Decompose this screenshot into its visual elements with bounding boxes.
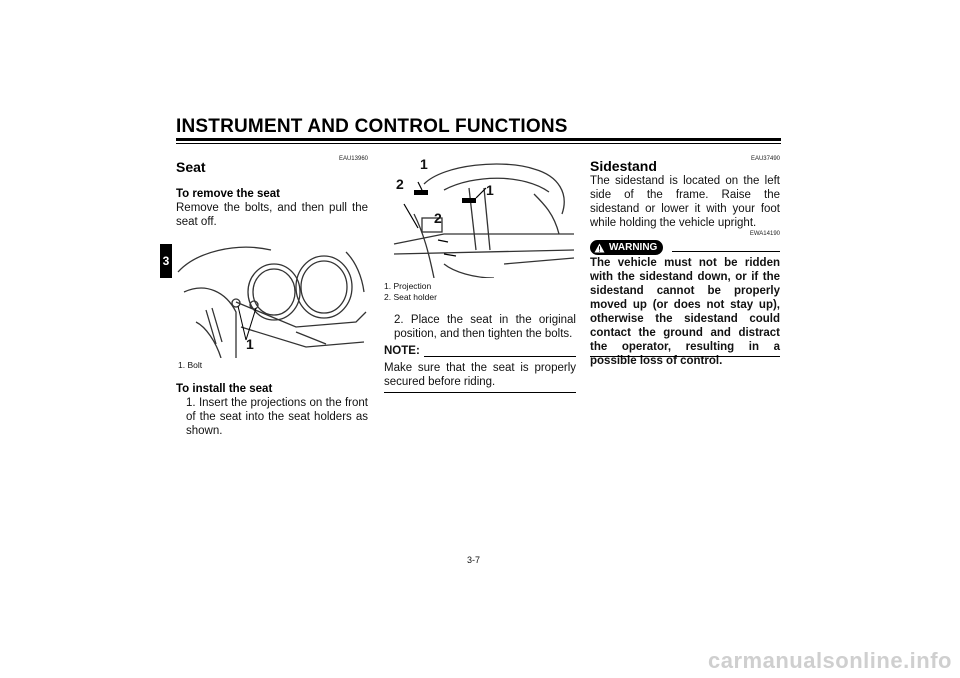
warning-rule-bottom xyxy=(590,356,780,357)
install-seat-heading: To install the seat xyxy=(176,383,273,395)
bolt-figure xyxy=(176,232,368,358)
install-step-2: 2. Place the seat in the original position, and then tighten the bolts. xyxy=(394,314,576,340)
seat-holder-caption: 2. Seat holder xyxy=(384,292,437,302)
seat-holder-illustration xyxy=(384,154,576,278)
projection-callout-left: 1 xyxy=(420,156,428,172)
page-header-title: INSTRUMENT AND CONTROL FUNCTIONS xyxy=(176,116,568,137)
sidestand-code: EAU37490 xyxy=(750,156,780,162)
seat-holder-callout-left: 2 xyxy=(396,176,404,192)
bolt-illustration xyxy=(176,232,368,358)
remove-seat-text: Remove the bolts, and then pull the seat off. xyxy=(176,202,368,228)
seat-code: EAU13960 xyxy=(338,156,368,162)
warning-rule-top xyxy=(672,251,780,252)
warning-code: EWA14190 xyxy=(749,231,780,237)
page-number: 3-7 xyxy=(467,555,481,565)
warning-text: The vehicle must not be ridden with the sidestand down, or if the sidestand cannot be properly moved up (or does not stay up), otherwise the sidestand could contact the ground and distract the operator, resulting in a possible loss of control. xyxy=(590,257,780,367)
note-rule-bottom xyxy=(384,392,576,393)
chapter-tab: 3 xyxy=(160,244,172,278)
warning-triangle-icon xyxy=(594,243,605,253)
warning-badge xyxy=(590,240,663,255)
projection-callout-right: 1 xyxy=(486,182,494,198)
header-rule xyxy=(176,138,781,141)
warning-label-text: WARNING xyxy=(609,242,658,253)
header-rule-thin xyxy=(176,143,781,144)
watermark: carmanualsonline.info xyxy=(708,648,952,673)
bolt-caption: 1. Bolt xyxy=(178,360,203,370)
bolt-callout: 1 xyxy=(246,336,254,352)
projection-caption: 1. Projection xyxy=(384,281,432,291)
note-text: Make sure that the seat is properly secured before riding. xyxy=(384,362,576,388)
note-rule-top xyxy=(424,356,576,357)
seat-title: Seat xyxy=(176,159,206,175)
seat-holder-callout-right: 2 xyxy=(434,210,442,226)
install-step-1: 1. Insert the projections on the front of the seat into the seat holders as shown. xyxy=(186,397,368,437)
sidestand-title: Sidestand xyxy=(590,158,657,174)
sidestand-text: The sidestand is located on the left side of the frame. Raise the sidestand or lower it with your foot while holding the vehicle upright. xyxy=(590,175,780,229)
remove-seat-heading: To remove the seat xyxy=(176,188,280,200)
note-label: NOTE: xyxy=(384,345,420,357)
seat-holder-figure xyxy=(384,154,576,278)
